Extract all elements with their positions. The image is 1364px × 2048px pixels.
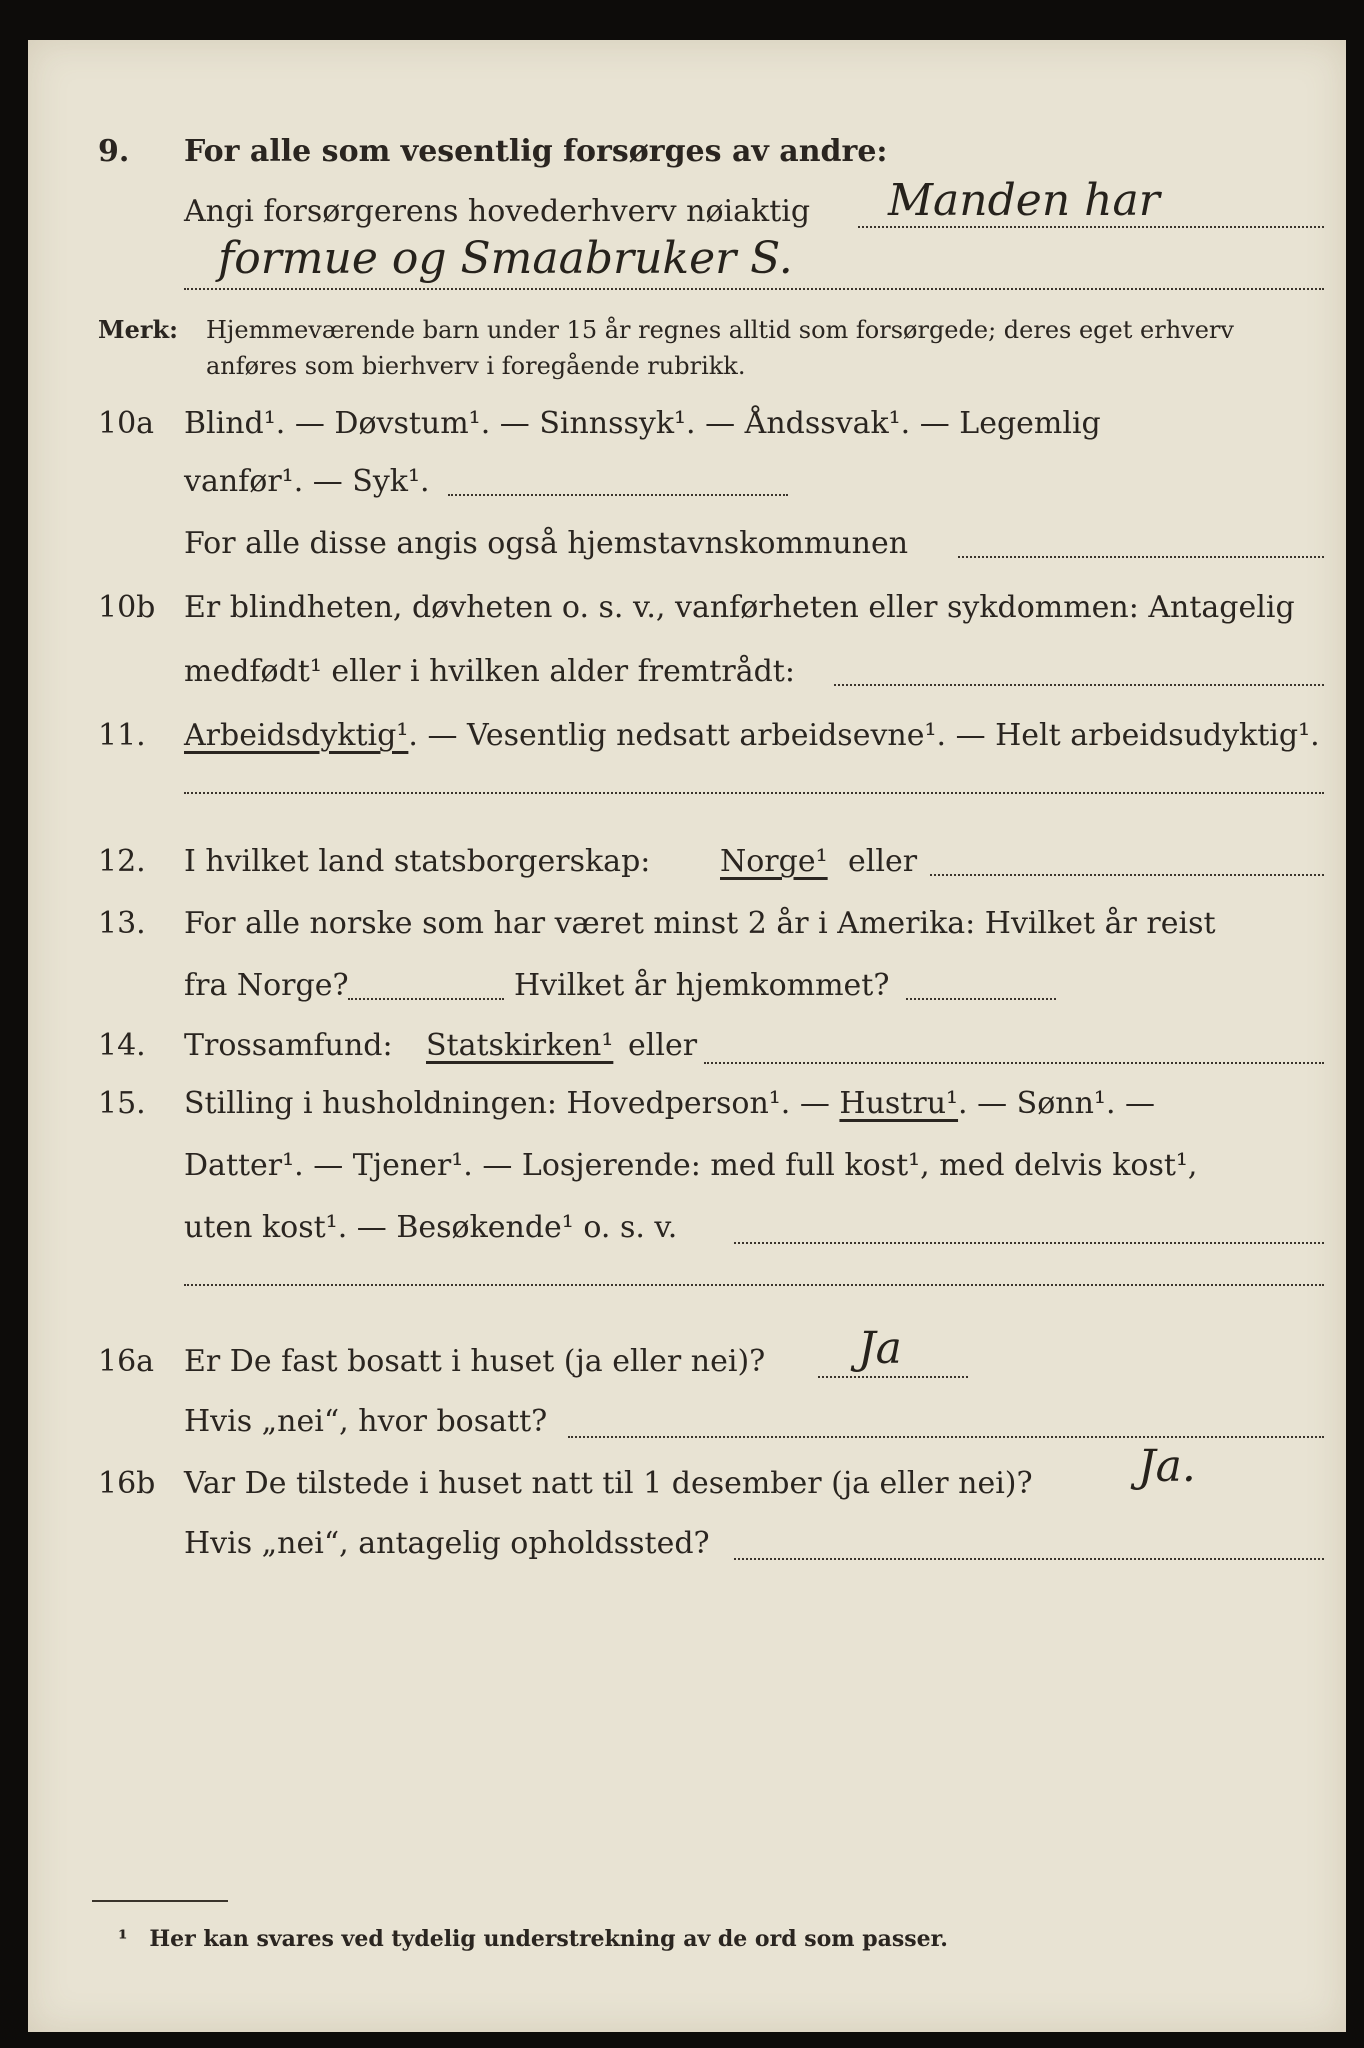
question-16a-row-1 [28, 1323, 1346, 1384]
question-15-row-3 [28, 1206, 1346, 1250]
question-number: 9. [98, 134, 130, 169]
question-14-row [28, 1024, 1346, 1068]
question-text: Arbeidsdyktig¹. — Vesentlig nedsatt arbeidsevne¹. — Helt arbeidsudyktig¹. [184, 718, 1320, 753]
question-9-heading: For alle som vesentlig forsørges av andre: [184, 134, 888, 169]
question-text: eller [848, 844, 918, 879]
answer-line [818, 1376, 968, 1378]
note-label: Merk: [98, 315, 178, 344]
answer-line [184, 288, 1324, 290]
question-number: 10b [98, 590, 156, 625]
handwritten-answer: Manden har [888, 175, 1160, 226]
note-text: anføres som bierhverv i foregående rubrikk. [206, 352, 746, 380]
answer-line [184, 792, 1324, 794]
answer-line [906, 998, 1056, 1000]
question-10a-row-2 [28, 460, 1346, 504]
question-16a-row-2 [28, 1400, 1346, 1444]
footnote [118, 1926, 948, 1952]
underlined-option: Statskirken¹ [426, 1028, 614, 1063]
question-number: 12. [98, 844, 146, 879]
question-number: 10a [98, 406, 155, 441]
question-text: Er De fast bosatt i huset (ja eller nei)? [184, 1344, 766, 1379]
question-text: For alle norske som har været minst 2 år i Amerika: Hvilket år reist [184, 906, 1216, 941]
question-text: vanfør¹. — Syk¹. [184, 464, 430, 499]
footnote-divider [92, 1900, 228, 1902]
answer-line [734, 1242, 1324, 1244]
question-number: 16b [98, 1466, 156, 1501]
note-text: Hjemmeværende barn under 15 år regnes alltid som forsørgede; deres eget erhverv [206, 316, 1234, 344]
question-text: Er blindheten, døvheten o. s. v., vanførheten eller sykdommen: Antagelig [184, 590, 1295, 625]
handwritten-answer: Ja [858, 1323, 902, 1374]
answer-line [568, 1436, 1324, 1438]
answer-line [858, 226, 1324, 228]
question-number: 15. [98, 1086, 146, 1121]
answer-line [704, 1062, 1324, 1064]
handwritten-answer: formue og Smaabruker S. [218, 233, 793, 284]
question-number: 16a [98, 1344, 155, 1379]
handwritten-answer: Ja. [1138, 1441, 1196, 1492]
answer-line [958, 556, 1324, 558]
question-text: Var De tilstede i huset natt til 1 desember (ja eller nei)? [184, 1466, 1033, 1501]
underlined-option: Arbeidsdyktig¹ [184, 718, 409, 753]
note-row-2 [28, 344, 1346, 388]
answer-line [448, 494, 788, 496]
question-10a-row-1 [28, 402, 1346, 446]
question-13-row-2 [28, 964, 1346, 1008]
question-number: 14. [98, 1028, 146, 1063]
question-16b-row-2 [28, 1522, 1346, 1566]
question-text: For alle disse angis også hjemstavnskommunen [184, 526, 909, 561]
question-15-row-1 [28, 1082, 1346, 1126]
question-text: Blind¹. — Døvstum¹. — Sinnssyk¹. — Åndssvak¹. — Legemlig [184, 406, 1101, 441]
underlined-option: Hustru¹ [839, 1086, 959, 1121]
question-number: 13. [98, 906, 146, 941]
question-text: eller [628, 1028, 698, 1063]
question-text: Datter¹. — Tjener¹. — Losjerende: med full kost¹, med delvis kost¹, [184, 1148, 1198, 1183]
question-9-heading-row [28, 130, 1346, 174]
footnote-text: Her kan svares ved tydelig understrekning av de ord som passer. [149, 1926, 948, 1952]
question-16b-row-1 [28, 1441, 1346, 1506]
answer-line [348, 998, 504, 1000]
question-10b-row-1 [28, 586, 1346, 630]
question-text: I hvilket land statsborgerskap: [184, 844, 651, 879]
question-13-row-1 [28, 902, 1346, 946]
underlined-option: Norge¹ [720, 844, 828, 879]
question-10a-row-3 [28, 522, 1346, 566]
answer-line [930, 874, 1324, 876]
question-text: fra Norge? [184, 968, 349, 1003]
answer-line [184, 1284, 1324, 1286]
question-text: Hvis „nei“, antagelig opholdssted? [184, 1526, 710, 1561]
footnote-mark: ¹ [118, 1926, 128, 1952]
question-text: Trossamfund: [184, 1028, 393, 1063]
question-text: Hvis „nei“, hvor bosatt? [184, 1404, 548, 1439]
question-text: Stilling i husholdningen: Hovedperson¹. — Hustru¹. — Sønn¹. — [184, 1086, 1156, 1121]
question-12-row [28, 840, 1346, 884]
answer-line [734, 1558, 1324, 1560]
question-11-row [28, 714, 1346, 758]
question-text: medfødt¹ eller i hvilken alder fremtrådt: [184, 654, 795, 689]
question-10b-row-2 [28, 650, 1346, 694]
question-text: uten kost¹. — Besøkende¹ o. s. v. [184, 1210, 678, 1245]
question-15-row-2 [28, 1144, 1346, 1188]
question-text: Hvilket år hjemkommet? [514, 968, 890, 1003]
question-number: 11. [98, 718, 146, 753]
question-9-label: Angi forsørgerens hovederhverv nøiaktig [184, 194, 811, 229]
answer-line [834, 684, 1324, 686]
question-9-label-row [28, 175, 1346, 234]
census-form-page [28, 40, 1346, 2032]
question-9-answer-row [28, 233, 1346, 294]
